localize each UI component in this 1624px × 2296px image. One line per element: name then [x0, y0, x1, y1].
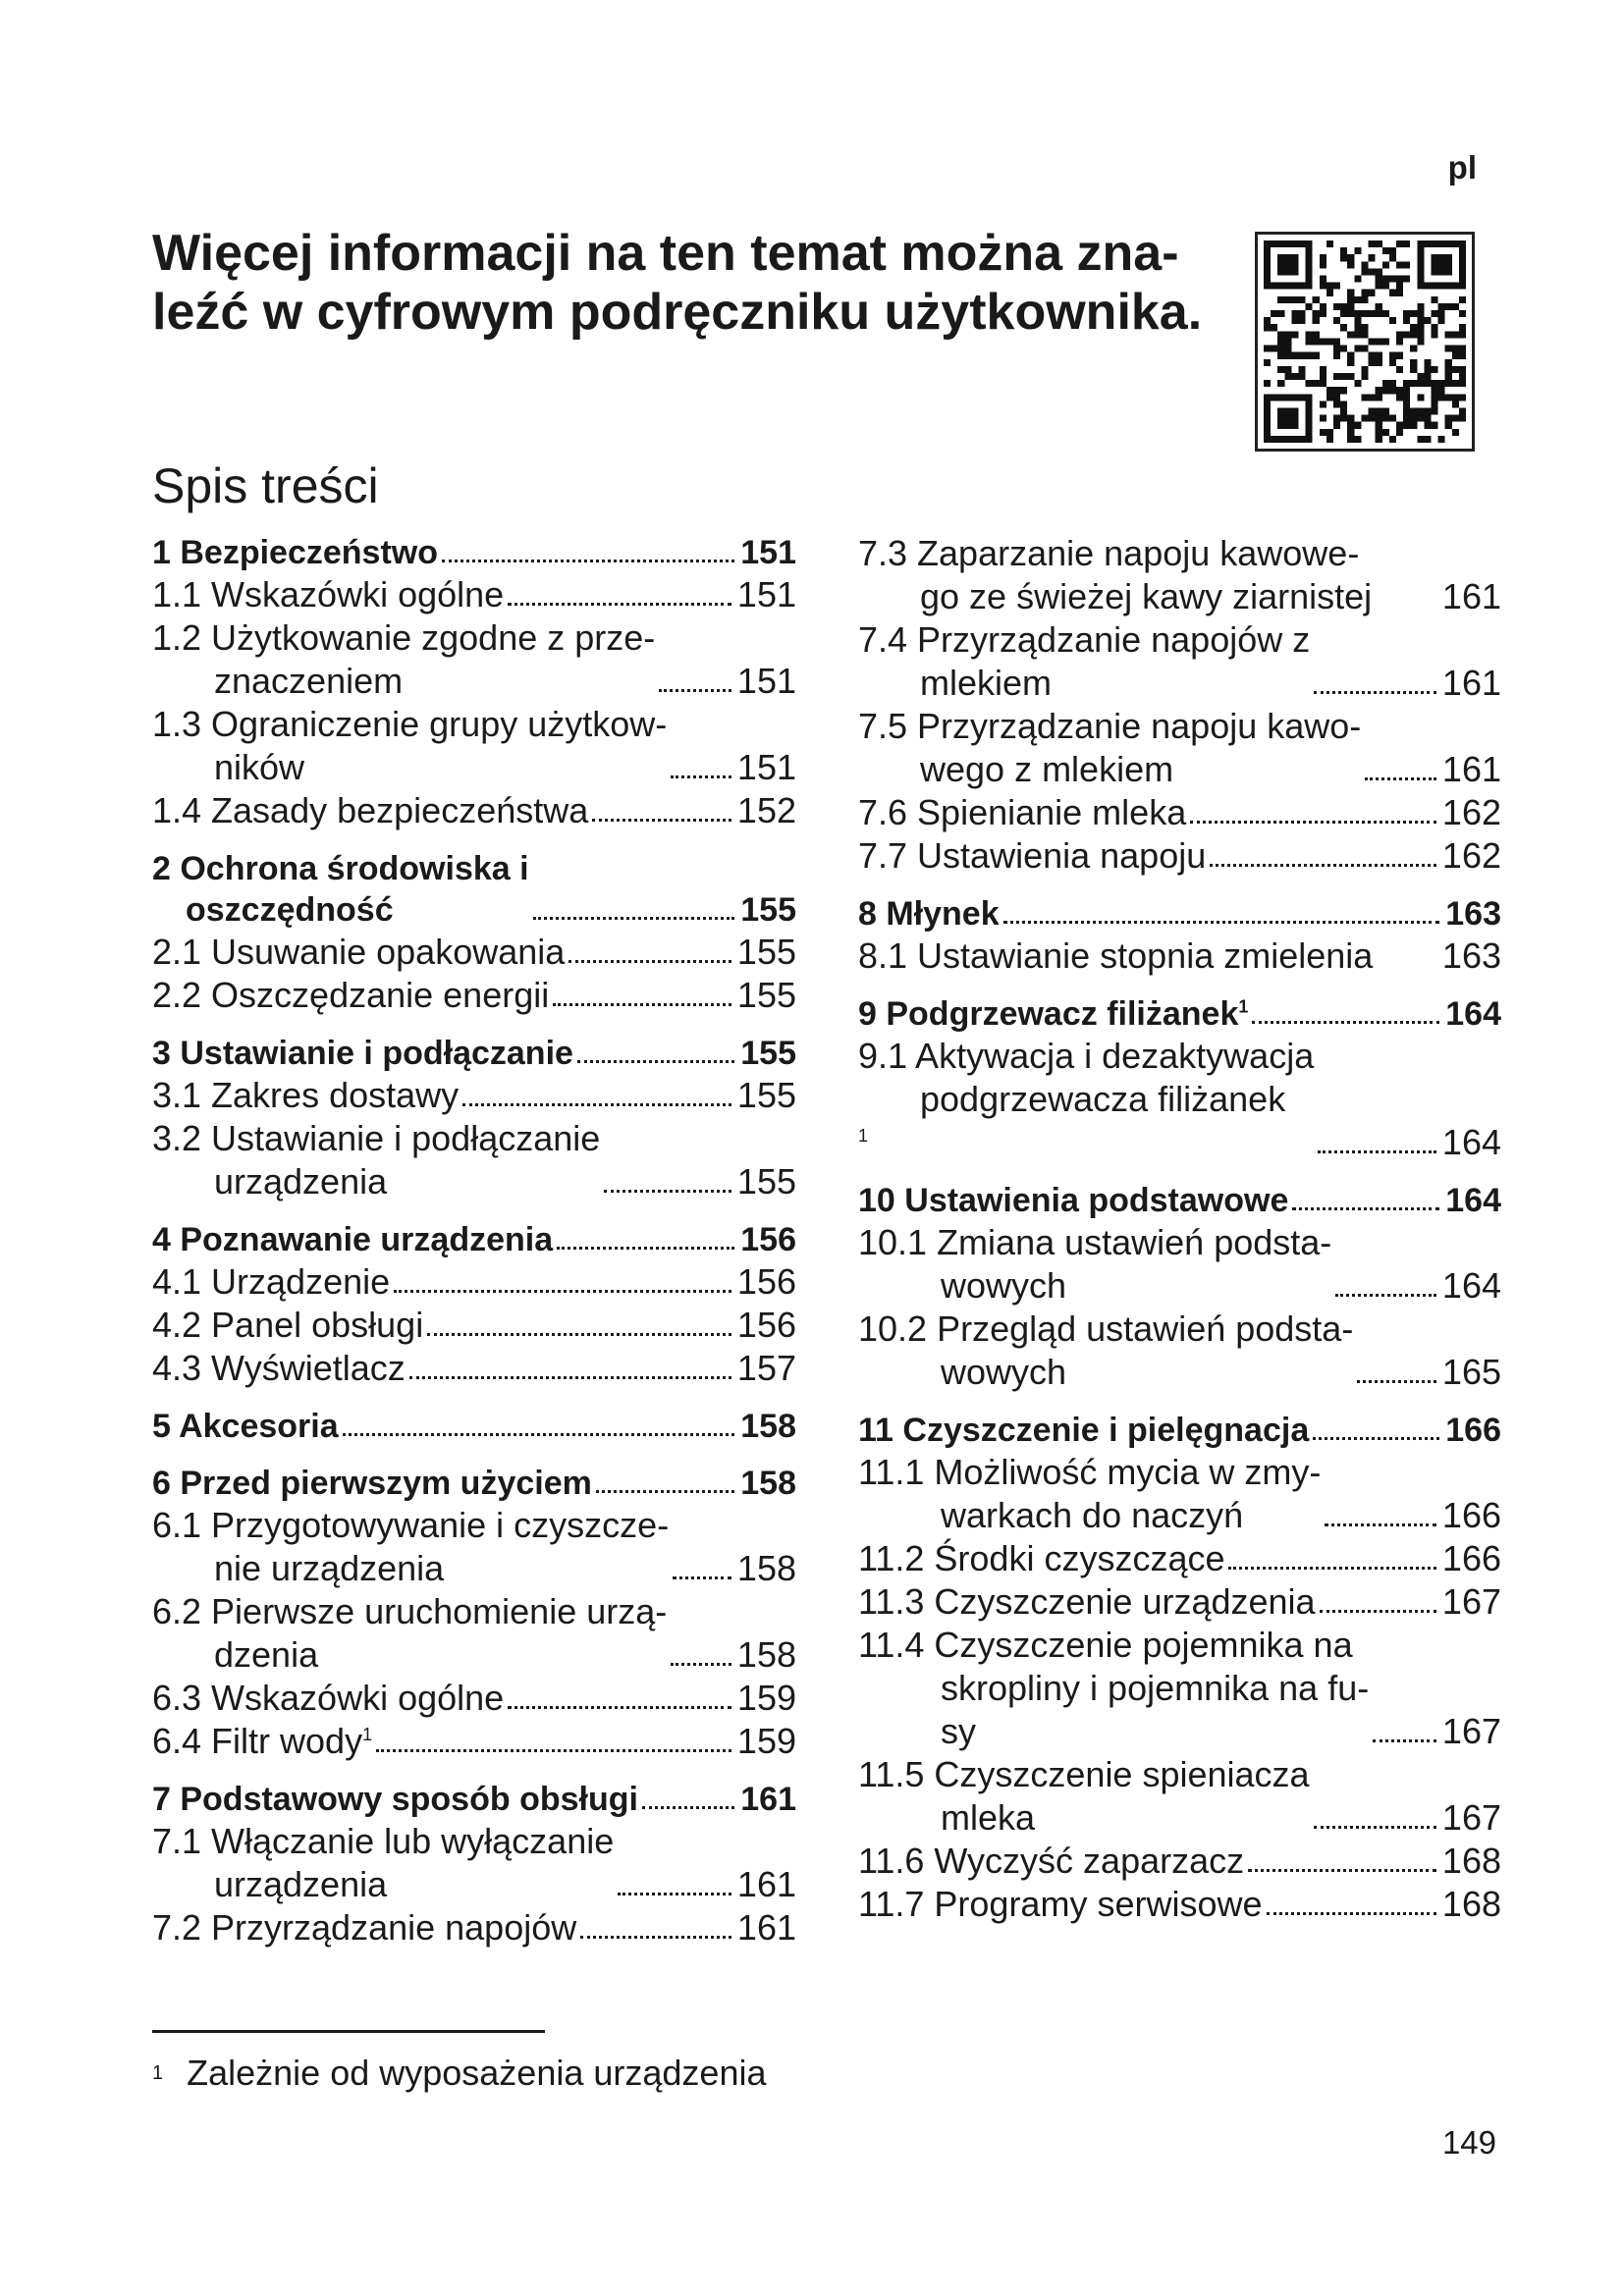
toc-subsection-entry[interactable] [152, 974, 796, 1017]
page-ref: 155 [736, 1075, 796, 1115]
entry-label [152, 573, 504, 616]
footnote-ref: 1 [1238, 996, 1249, 1017]
toc-subsection-entry[interactable] [858, 618, 1501, 705]
dot-leader [508, 603, 731, 606]
page-ref: 161 [736, 1907, 796, 1948]
language-code: pl [1447, 149, 1477, 186]
entry-label-line: wego z mlekiem [920, 749, 1174, 789]
entry-label-line: 3.1 Zakres dostawy [152, 1075, 460, 1115]
page-ref: 158 [736, 1548, 796, 1588]
dot-leader [673, 1576, 731, 1579]
entry-label-line: 11.7 Programy serwisowe [858, 1884, 1263, 1924]
entry-label [858, 618, 1310, 705]
toc-section-entry[interactable] [152, 1033, 796, 1074]
entry-label-line: 1.4 Zasady bezpieczeństwa [152, 790, 589, 830]
page-ref: 165 [1441, 1352, 1501, 1392]
entry-label-line: 2 Ochrona środowiska i [152, 850, 529, 887]
toc-section-entry[interactable] [152, 532, 796, 573]
page-ref: 151 [740, 534, 796, 571]
dot-leader [1313, 1437, 1439, 1440]
entry-label-line: 4.1 Urządzenie [152, 1261, 391, 1302]
toc-section [152, 1779, 796, 1949]
entry-label [858, 1840, 1244, 1883]
entry-label-line: 7.6 Spienianie mleka [858, 792, 1187, 832]
page-ref: 163 [1441, 935, 1501, 976]
entry-label-line: 8.1 Ustawianie stopnia zmielenia [858, 935, 1374, 976]
toc-subsection-entry[interactable] [152, 931, 796, 974]
dot-leader [1267, 1912, 1436, 1915]
dot-leader [394, 1290, 731, 1293]
toc-section [152, 848, 796, 1017]
entry-label-line: 6.3 Wskazówki ogólne [152, 1678, 505, 1718]
entry-label [858, 1410, 1309, 1451]
entry-label [858, 1580, 1316, 1624]
page-ref: 161 [740, 1781, 796, 1818]
entry-label-line: oszczędność [186, 891, 394, 929]
toc-subsection-entry[interactable] [152, 1906, 796, 1949]
entry-label [858, 1221, 1331, 1308]
headline-line-1: Więcej informacji na ten temat można zna- [152, 225, 1179, 282]
toc-subsection-entry[interactable] [152, 1347, 796, 1390]
dot-leader [1320, 1610, 1436, 1613]
page-ref: 156 [736, 1261, 796, 1302]
entry-label [152, 1906, 576, 1949]
entry-label-line: 10.2 Przegląd ustawień podsta- [858, 1308, 1354, 1349]
entry-label-line: 8 Młynek [858, 895, 1000, 933]
toc-section-entry[interactable] [858, 893, 1501, 934]
toc-section [152, 1463, 796, 1763]
dot-leader [568, 960, 731, 963]
entry-label-line: 1.1 Wskazówki ogólne [152, 574, 505, 614]
headline [152, 224, 1203, 342]
toc-section-entry[interactable] [152, 1779, 796, 1820]
toc-section [152, 1219, 796, 1390]
entry-label-line: 6.1 Przygotowywanie i czyszcze- [152, 1505, 670, 1545]
entry-label-line: 1.2 Użytkowanie zgodne z prze- [152, 617, 656, 658]
toc-section-entry[interactable] [152, 848, 796, 931]
entry-label [152, 1406, 339, 1447]
entry-label [858, 1753, 1310, 1840]
page-ref: 151 [736, 747, 796, 787]
entry-label-line: 4 Poznawanie urządzenia [152, 1221, 554, 1258]
page-ref: 161 [1441, 749, 1501, 789]
page-ref: 157 [736, 1348, 796, 1388]
toc-section [858, 532, 1501, 878]
entry-label-line: urządzenia [214, 1161, 388, 1201]
toc-section [152, 1033, 796, 1203]
entry-label-line: 1.3 Ograniczenie grupy użytkow- [152, 704, 668, 744]
page-ref: 156 [736, 1305, 796, 1345]
entry-label [152, 1033, 573, 1074]
dot-leader [1318, 1150, 1436, 1153]
page-ref: 151 [736, 661, 796, 701]
page-ref: 166 [1445, 1412, 1501, 1449]
entry-label-line: 10 Ustawienia podstawowe [858, 1182, 1289, 1219]
dot-leader [1373, 1739, 1436, 1742]
entry-label-line: warkach do naczyń [941, 1495, 1244, 1535]
dot-leader [1210, 864, 1436, 867]
entry-label-line: 7.2 Przyrządzanie napojów [152, 1907, 577, 1948]
toc-subsection-entry[interactable] [152, 616, 796, 703]
page-ref: 166 [1441, 1538, 1501, 1578]
entry-label [858, 1308, 1353, 1394]
toc-column-left [152, 532, 796, 1965]
entry-label-line: 7.3 Zaparzanie napoju kawowe- [858, 533, 1360, 573]
dot-leader [462, 1103, 731, 1106]
page-ref: 164 [1441, 1265, 1501, 1306]
page-ref: 155 [736, 932, 796, 972]
toc-subsection-entry[interactable] [858, 1753, 1501, 1840]
entry-label-line: skropliny i pojemnika na fu- [941, 1668, 1370, 1708]
dot-leader [671, 775, 731, 778]
entry-label [152, 1463, 592, 1504]
entry-label-line: 5 Akcesoria [152, 1408, 339, 1445]
entry-label-line: 11.2 Środki czyszczące [858, 1538, 1225, 1578]
entry-label [152, 1347, 406, 1390]
toc-section-entry[interactable] [152, 1219, 796, 1260]
entry-label-line: 11 Czyszczenie i pielęgnacja [858, 1412, 1310, 1449]
page-ref: 167 [1441, 1797, 1501, 1838]
page-ref: 156 [740, 1221, 796, 1258]
dot-leader [671, 1663, 731, 1666]
entry-label [858, 532, 1372, 618]
entry-label [858, 834, 1206, 878]
dot-leader [343, 1433, 735, 1436]
footnote-ref: 1 [858, 1126, 869, 1146]
entry-label [152, 616, 655, 703]
entry-label-line: 6.2 Pierwsze uruchomienie urzą- [152, 1591, 668, 1631]
entry-label [152, 1260, 390, 1304]
toc-section-entry[interactable] [152, 1463, 796, 1504]
entry-label-line: go ze świeżej kawy ziarnistej [920, 576, 1373, 616]
toc-subsection-entry[interactable] [858, 1840, 1501, 1883]
entry-label [858, 893, 1000, 934]
page-ref: 158 [740, 1465, 796, 1502]
entry-label [152, 1074, 459, 1117]
entry-label [858, 934, 1373, 978]
dot-leader [592, 819, 731, 822]
entry-label-line: mleka [941, 1797, 1036, 1838]
toc-subsection-entry[interactable] [152, 573, 796, 616]
footnote-rule [152, 2030, 545, 2033]
toc-subsection-entry[interactable] [152, 1720, 796, 1763]
page-ref: 164 [1445, 1182, 1501, 1219]
entry-label-line: 4.2 Panel obsługi [152, 1305, 424, 1345]
toc-column-right [858, 532, 1501, 1942]
entry-label [152, 1779, 638, 1820]
entry-label-line: 6 Przed pierwszym użyciem [152, 1465, 592, 1502]
entry-label [152, 1590, 667, 1677]
entry-label-line: 11.6 Wyczyść zaparzacz [858, 1841, 1245, 1881]
page-ref: 155 [740, 1035, 796, 1072]
footnote-text: Zależnie od wyposażenia urządzenia [187, 2053, 767, 2093]
page-ref: 167 [1441, 1581, 1501, 1622]
dot-leader [427, 1333, 731, 1336]
dot-leader [553, 1003, 731, 1006]
toc-title: Spis treści [152, 458, 379, 513]
page-ref: 167 [1441, 1711, 1501, 1751]
entry-label-line: ników [214, 747, 305, 787]
page-ref: 166 [1441, 1495, 1501, 1535]
toc-section-entry[interactable] [152, 1406, 796, 1447]
entry-label-line: 11.1 Możliwość mycia w zmy- [858, 1452, 1322, 1492]
toc-subsection-entry[interactable] [858, 1035, 1501, 1164]
page-ref: 155 [740, 891, 796, 929]
page-ref: 161 [736, 1864, 796, 1904]
toc-subsection-entry[interactable] [858, 934, 1501, 978]
toc-section [858, 1410, 1501, 1926]
dot-leader [1325, 1523, 1436, 1526]
toc-subsection-entry[interactable] [152, 1590, 796, 1677]
entry-label [152, 974, 549, 1017]
page-ref: 151 [736, 574, 796, 614]
toc-subsection-entry[interactable] [858, 705, 1501, 791]
toc-section-entry[interactable] [858, 993, 1501, 1035]
entry-label [152, 1720, 372, 1763]
dot-leader [618, 1893, 731, 1896]
entry-label-line: 2.2 Oszczędzanie energii [152, 975, 550, 1015]
dot-leader [533, 917, 735, 920]
dot-leader [557, 1247, 734, 1250]
toc-subsection-entry[interactable] [152, 1820, 796, 1906]
entry-label [858, 1035, 1314, 1164]
page-ref: 161 [1441, 576, 1501, 616]
page-ref: 163 [1445, 895, 1501, 933]
toc-section [152, 1406, 796, 1447]
entry-label-line: 7 Podstawowy sposób obsługi [152, 1781, 638, 1818]
dot-leader [1190, 821, 1436, 824]
entry-label-line: 4.3 Wyświetlacz [152, 1348, 406, 1388]
entry-label [858, 1451, 1321, 1537]
dot-leader [1248, 1869, 1436, 1872]
entry-label [858, 1883, 1263, 1926]
entry-label-line: urządzenia [214, 1864, 388, 1904]
entry-label-line: znaczeniem [214, 661, 404, 701]
dot-leader [1335, 1294, 1436, 1297]
toc-subsection-entry[interactable] [858, 791, 1501, 834]
entry-label-line: wowych [941, 1265, 1067, 1306]
entry-label-line: 11.3 Czyszczenie urządzenia [858, 1581, 1316, 1622]
entry-label [152, 703, 667, 789]
entry-label-line: 6.4 Filtr wody [152, 1721, 363, 1761]
page-ref: 159 [736, 1721, 796, 1761]
toc-subsection-entry[interactable] [858, 834, 1501, 878]
entry-label-line: 7.7 Ustawienia napoju [858, 835, 1207, 876]
dot-leader [1365, 777, 1436, 780]
entry-label-line: 11.4 Czyszczenie pojemnika na [858, 1625, 1353, 1665]
page-ref: 155 [736, 975, 796, 1015]
toc-subsection-entry[interactable] [858, 1308, 1501, 1394]
entry-label [152, 1219, 553, 1260]
toc-subsection-entry[interactable] [858, 1221, 1501, 1308]
entry-label [152, 1820, 614, 1906]
page-ref: 162 [1441, 835, 1501, 876]
entry-label-line: 10.1 Zmiana ustawień podsta- [858, 1222, 1332, 1262]
page-ref: 159 [736, 1678, 796, 1718]
entry-label-line: 9 Podgrzewacz filiżanek [858, 995, 1239, 1033]
entry-label-line: sy [941, 1711, 976, 1751]
dot-leader [1314, 691, 1436, 694]
entry-label [152, 931, 565, 974]
toc-section [858, 1180, 1501, 1394]
dot-leader [409, 1376, 731, 1379]
headline-line-2: leźć w cyfrowym podręczniku użytkownika. [152, 284, 1203, 341]
entry-label [152, 532, 438, 573]
footnote-ref: 1 [362, 1725, 373, 1744]
page-ref: 162 [1441, 792, 1501, 832]
dot-leader [604, 1190, 731, 1193]
page-ref: 158 [736, 1634, 796, 1675]
entry-label [858, 993, 1248, 1035]
entry-label [858, 1537, 1224, 1580]
page-ref: 152 [736, 790, 796, 830]
entry-label-line: 11.5 Czyszczenie spieniacza [858, 1754, 1310, 1794]
entry-label [858, 1624, 1369, 1753]
dot-leader [1314, 1826, 1436, 1829]
entry-label [152, 1677, 504, 1720]
toc-subsection-entry[interactable] [858, 1580, 1501, 1624]
dot-leader [1357, 1380, 1436, 1383]
toc-subsection-entry[interactable] [858, 1537, 1501, 1580]
entry-label-line: dzenia [214, 1634, 319, 1675]
toc-subsection-entry[interactable] [152, 1504, 796, 1590]
page-ref: 168 [1441, 1884, 1501, 1924]
dot-leader [508, 1706, 731, 1709]
entry-label-line: 9.1 Aktywacja i dezaktywacja [858, 1036, 1315, 1076]
toc-section [858, 893, 1501, 978]
dot-leader [1252, 1021, 1439, 1024]
toc-subsection-entry[interactable] [152, 1677, 796, 1720]
entry-label [858, 1180, 1288, 1221]
toc-subsection-entry[interactable] [152, 1074, 796, 1117]
toc-subsection-entry[interactable] [858, 1624, 1501, 1753]
page-ref: 164 [1441, 1122, 1501, 1162]
toc-subsection-entry[interactable] [858, 532, 1501, 618]
entry-label [152, 1504, 669, 1590]
toc-subsection-entry[interactable] [152, 789, 796, 832]
toc-section [152, 532, 796, 832]
dot-leader [659, 689, 731, 692]
page-ref: 155 [736, 1161, 796, 1201]
dot-leader [580, 1936, 731, 1939]
entry-label-line: 2.1 Usuwanie opakowania [152, 932, 566, 972]
entry-label-line: 1 Bezpieczeństwo [152, 534, 438, 571]
dot-leader [642, 1806, 734, 1809]
toc-subsection-entry[interactable] [152, 703, 796, 789]
entry-label [152, 789, 588, 832]
entry-label-line: mlekiem [920, 663, 1053, 703]
entry-label [152, 1304, 423, 1347]
entry-label-line: nie urządzenia [214, 1548, 445, 1588]
page-ref: 158 [740, 1408, 796, 1445]
footnote [152, 2052, 767, 2095]
page-ref: 164 [1445, 995, 1501, 1033]
entry-label [858, 791, 1186, 834]
toc-subsection-entry[interactable] [152, 1117, 796, 1203]
toc-section-entry[interactable] [858, 1410, 1501, 1451]
toc-subsection-entry[interactable] [152, 1304, 796, 1347]
entry-label-line: podgrzewacza filiżanek [920, 1079, 1286, 1119]
entry-label-line: wowych [941, 1352, 1067, 1392]
dot-leader [1003, 921, 1440, 924]
footnote-mark: 1 [152, 2062, 164, 2084]
toc-section [858, 993, 1501, 1164]
entry-label [152, 848, 529, 931]
entry-label-line: 7.5 Przyrządzanie napoju kawo- [858, 706, 1362, 746]
entry-label [152, 1117, 600, 1203]
dot-leader [1292, 1207, 1439, 1210]
toc-subsection-entry[interactable] [858, 1451, 1501, 1537]
dot-leader [577, 1060, 734, 1063]
entry-label-line: 3.2 Ustawianie i podłączanie [152, 1118, 601, 1158]
dot-leader [596, 1490, 734, 1493]
toc-section-entry[interactable] [858, 1180, 1501, 1221]
entry-label-line: 7.4 Przyrządzanie napojów z [858, 619, 1311, 660]
toc-subsection-entry[interactable] [152, 1260, 796, 1304]
page-number: 149 [1441, 2124, 1496, 2161]
dot-leader [376, 1749, 731, 1752]
dot-leader [1228, 1567, 1435, 1570]
toc-subsection-entry[interactable] [858, 1883, 1501, 1926]
entry-label [858, 705, 1361, 791]
entry-label-line: 3 Ustawianie i podłączanie [152, 1035, 573, 1072]
page-ref: 168 [1441, 1841, 1501, 1881]
entry-label-line: 7.1 Włączanie lub wyłączanie [152, 1821, 615, 1861]
dot-leader [442, 560, 734, 562]
qr-code-graphic [1264, 240, 1466, 443]
page-ref: 161 [1441, 663, 1501, 703]
qr-code-icon[interactable] [1255, 232, 1475, 452]
